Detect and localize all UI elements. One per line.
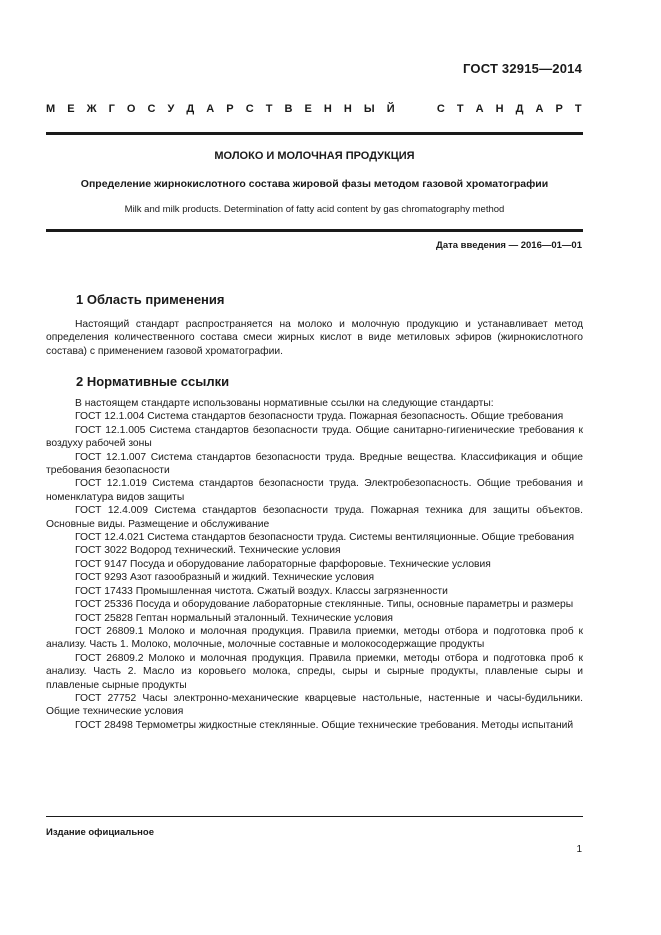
interstate-letter: А (475, 103, 484, 115)
page-number: 1 (576, 844, 582, 855)
interstate-letter: С (147, 103, 156, 115)
document-title-english: Milk and milk products. Determination of fatty acid content by gas chromatography method (124, 204, 505, 215)
official-edition-label: Издание официальное (46, 827, 154, 838)
title-rule (46, 229, 583, 232)
reference-item: ГОСТ 12.4.021 Система стандартов безопасности труда. Системы вентиляционные. Общие требования (75, 532, 575, 544)
interstate-letter (422, 103, 425, 115)
introduction-date: Дата введения — 2016—01—01 (436, 240, 582, 251)
reference-item: ГОСТ 3022 Водород технический. Технические условия (75, 545, 341, 557)
interstate-letter: С (436, 103, 445, 115)
interstate-letter: А (535, 103, 544, 115)
reference-item: ГОСТ 12.1.005 Система стандартов безопасности труда. Общие санитарно-гигиенические требования к воздуху рабочей зоны (46, 424, 583, 450)
interstate-letter: Д (515, 103, 524, 115)
reference-item: ГОСТ 9147 Посуда и оборудование лабораторные фарфоровые. Технические условия (75, 558, 491, 570)
interstate-letter: Н (495, 103, 504, 115)
document-code: ГОСТ 32915—2014 (463, 61, 582, 76)
interstate-letter: Е (304, 103, 312, 115)
reference-item: ГОСТ 25828 Гептан нормальный эталонный. Технические условия (75, 612, 393, 624)
reference-item: ГОСТ 12.1.007 Система стандартов безопасности труда. Вредные вещества. Классификация и общие требования безопасности (46, 451, 583, 477)
interstate-letter: Н (343, 103, 352, 115)
reference-item: ГОСТ 26809.1 Молоко и молочная продукция. Правила приемки, методы отбора и подготовка проб к анализу. Часть 1. Молоко, молочные, молочные составные и молокосодержащие продукты (46, 625, 583, 651)
interstate-letter: О (126, 103, 136, 115)
interstate-letter: Р (226, 103, 234, 115)
interstate-letter: Е (67, 103, 75, 115)
footer-rule (46, 816, 583, 817)
header-rule (46, 132, 583, 135)
reference-item: ГОСТ 9293 Азот газообразный и жидкий. Технические условия (75, 572, 375, 584)
reference-item: ГОСТ 12.1.019 Система стандартов безопасности труда. Электробезопасность. Общие требования и номенклатура видов защиты (46, 478, 583, 503)
interstate-letter: В (284, 103, 293, 115)
normative-references-list (46, 397, 583, 732)
document-subtitle: Определение жирнокислотного состава жировой фазы методом газовой хроматографии (80, 178, 549, 190)
reference-item: ГОСТ 12.1.004 Система стандартов безопасности труда. Пожарная безопасность. Общие требования (75, 411, 564, 423)
section-2-heading: 2 Нормативные ссылки (76, 374, 230, 389)
interstate-letter: Д (186, 103, 195, 115)
interstate-letter: Г (108, 103, 115, 115)
interstate-letter: А (206, 103, 215, 115)
reference-item: ГОСТ 25336 Посуда и оборудование лабораторные стеклянные. Типы, основные параметры и размеры (75, 599, 574, 611)
interstate-letter: Ы (363, 103, 375, 115)
reference-item: ГОСТ 28498 Термометры жидкостные стеклянные. Общие технические требования. Методы испытаний (75, 719, 574, 731)
reference-item: ГОСТ 17433 Промышленная чистота. Сжатый воздух. Классы загрязненности (75, 585, 448, 597)
reference-item: ГОСТ 12.4.009 Система стандартов безопасности труда. Пожарная техника для защиты объектов. Основные виды. Размещение и обслуживание (46, 505, 583, 530)
interstate-letter: Т (456, 103, 464, 115)
interstate-letter: Ж (86, 103, 97, 115)
interstate-letter: С (245, 103, 254, 115)
reference-item: ГОСТ 27752 Часы электронно-механические кварцевые настольные, настенные и часы-будильники. Общие технические условия (46, 692, 583, 718)
interstate-letter (407, 103, 410, 115)
section-1-heading: 1 Область применения (76, 292, 225, 307)
section-2-intro: В настоящем стандарте использованы нормативные ссылки на следующие стандарты: (75, 398, 494, 409)
interstate-letter: Й (386, 103, 395, 115)
section-1-text-block (46, 318, 583, 358)
section-1-paragraph: Настоящий стандарт распространяется на молоко и молочную продукцию и устанавливает метод определения количественного состава смеси жирных кислот в виде метиловых эфиров (жирнокислотного состава) с применением газовой хроматографии. (46, 319, 583, 357)
interstate-letter: М (46, 103, 56, 115)
interstate-standard-heading (46, 103, 582, 115)
interstate-letter: У (167, 103, 175, 115)
interstate-letter: Н (323, 103, 332, 115)
interstate-letter: Р (555, 103, 563, 115)
document-title: МОЛОКО И МОЛОЧНАЯ ПРОДУКЦИЯ (214, 150, 415, 162)
interstate-letter: Т (574, 103, 582, 115)
interstate-letter: Т (265, 103, 273, 115)
reference-item: ГОСТ 26809.2 Молоко и молочная продукция. Правила приемки, методы отбора и подготовка проб к анализу. Часть 2. Масло из коровьего молока, спреды, сыры и сырные продукты, плавленые сыры и плавленые сырные продукты (46, 652, 583, 691)
